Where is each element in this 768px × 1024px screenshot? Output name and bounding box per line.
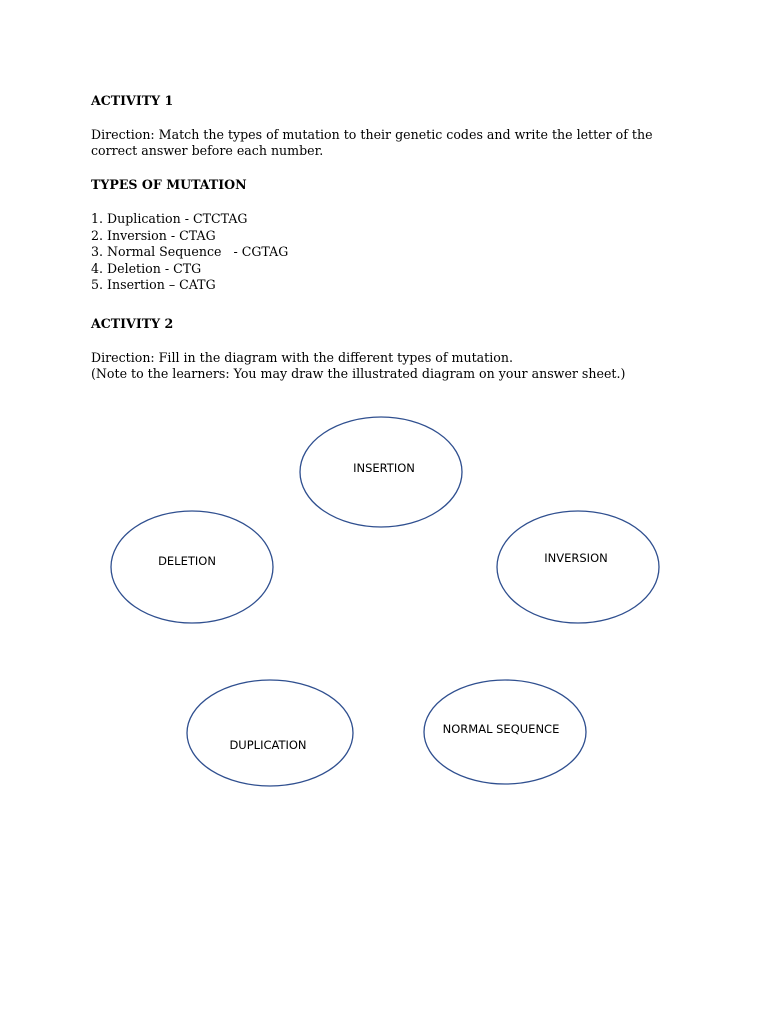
oval-label: NORMAL SEQUENCE	[442, 722, 560, 736]
oval-shape	[497, 511, 659, 623]
activity1-direction-line1: Direction: Match the types of mutation to their genetic codes and write the letter of the	[91, 126, 653, 142]
oval-duplication	[187, 680, 353, 786]
activity1-direction-line2: correct answer before each number.	[91, 143, 324, 158]
oval-deletion	[111, 511, 273, 623]
oval-inversion	[497, 511, 659, 623]
types-of-mutation-heading: TYPES OF MUTATION	[91, 176, 247, 192]
activity2-title: ACTIVITY 2	[91, 316, 174, 331]
mutation-list-item: 5. Insertion – CATG	[91, 277, 216, 292]
oval-insertion	[300, 417, 462, 527]
oval-label: DELETION	[158, 554, 216, 568]
oval-label: INSERTION	[353, 461, 415, 475]
oval-shape	[187, 680, 353, 786]
activity2-direction-line1: Direction: Fill in the diagram with the different types of mutation.	[91, 349, 513, 365]
mutation-list-item: 2. Inversion - CTAG	[91, 227, 216, 243]
mutation-list-item: 1. Duplication - CTCTAG	[91, 211, 248, 226]
oval-label: DUPLICATION	[229, 738, 307, 752]
mutation-list-item: 4. Deletion - CTG	[91, 260, 202, 276]
oval-normal-sequence	[424, 680, 586, 784]
mutation-list-item: 3. Normal Sequence - CGTAG	[91, 244, 289, 259]
activity1-title: ACTIVITY 1	[91, 93, 174, 108]
activity2-direction-line2: (Note to the learners: You may draw the illustrated diagram on your answer sheet.)	[91, 366, 626, 381]
oval-label: INVERSION	[544, 551, 608, 565]
